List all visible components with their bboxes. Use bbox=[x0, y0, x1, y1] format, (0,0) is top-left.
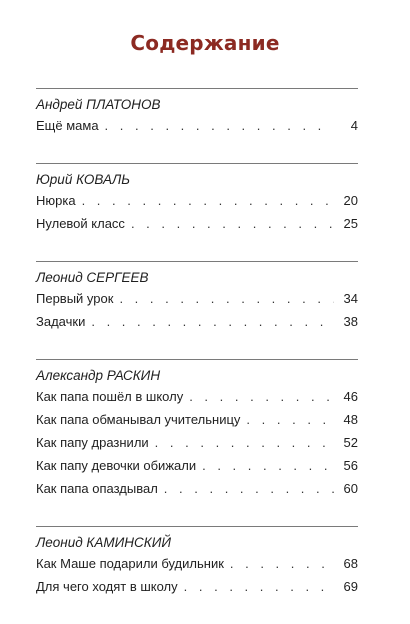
entry-title: Для чего ходят в школу bbox=[36, 579, 178, 594]
dot-leader bbox=[164, 481, 334, 496]
dot-leader bbox=[91, 314, 334, 329]
dot-leader bbox=[105, 118, 334, 133]
author-name: Александр РАСКИН bbox=[36, 368, 161, 383]
toc-entry bbox=[36, 412, 358, 435]
author-name: Леонид СЕРГЕЕВ bbox=[36, 270, 149, 285]
author-name: Леонид КАМИНСКИЙ bbox=[36, 535, 172, 550]
entry-title: Нулевой класс bbox=[36, 216, 125, 231]
page-number: 20 bbox=[343, 193, 358, 208]
toc-entry bbox=[36, 389, 358, 412]
dot-leader bbox=[189, 389, 334, 404]
toc-entry bbox=[36, 193, 358, 216]
page-number: 38 bbox=[343, 314, 358, 329]
entry-title: Ещё мама bbox=[36, 118, 99, 133]
entry-title: Нюрка bbox=[36, 193, 76, 208]
entry-title: Как папа опаздывал bbox=[36, 481, 158, 496]
toc-entry bbox=[36, 118, 358, 141]
toc-section bbox=[36, 261, 358, 337]
page-number: 34 bbox=[343, 291, 358, 306]
page-title: Содержание bbox=[130, 31, 280, 55]
dot-leader bbox=[131, 216, 334, 231]
page-number: 60 bbox=[343, 481, 358, 496]
toc-entry bbox=[36, 556, 358, 579]
page-number: 56 bbox=[343, 458, 358, 473]
toc-section bbox=[36, 526, 358, 602]
dot-leader bbox=[202, 458, 334, 473]
page-number: 52 bbox=[343, 435, 358, 450]
page-number: 46 bbox=[343, 389, 358, 404]
toc-entry bbox=[36, 435, 358, 458]
entry-title: Как папу дразнили bbox=[36, 435, 149, 450]
toc-section bbox=[36, 163, 358, 239]
toc-entry bbox=[36, 216, 358, 239]
dot-leader bbox=[82, 193, 334, 208]
entry-title: Как Маше подарили будильник bbox=[36, 556, 224, 571]
dot-leader bbox=[155, 435, 334, 450]
author-name: Андрей ПЛАТОНОВ bbox=[36, 97, 161, 112]
entry-title: Как папу девочки обижали bbox=[36, 458, 197, 473]
entry-title: Первый урок bbox=[36, 291, 114, 306]
entry-title: Как папа обманывал учительницу bbox=[36, 412, 241, 427]
toc-section bbox=[36, 88, 358, 141]
toc-section bbox=[36, 359, 358, 504]
dot-leader bbox=[184, 579, 334, 594]
page-number: 69 bbox=[343, 579, 358, 594]
entry-title: Задачки bbox=[36, 314, 86, 329]
toc-entry bbox=[36, 458, 358, 481]
page-number: 25 bbox=[343, 216, 358, 231]
page-number: 68 bbox=[343, 556, 358, 571]
toc-entry bbox=[36, 481, 358, 504]
toc-entry bbox=[36, 579, 358, 602]
toc-entry bbox=[36, 314, 358, 337]
toc-entry bbox=[36, 291, 358, 314]
author-name: Юрий КОВАЛЬ bbox=[36, 172, 130, 187]
dot-leader bbox=[119, 291, 334, 306]
page-number: 48 bbox=[343, 412, 358, 427]
dot-leader bbox=[246, 412, 334, 427]
dot-leader bbox=[230, 556, 334, 571]
page-number: 4 bbox=[350, 118, 358, 133]
entry-title: Как папа пошёл в школу bbox=[36, 389, 184, 404]
